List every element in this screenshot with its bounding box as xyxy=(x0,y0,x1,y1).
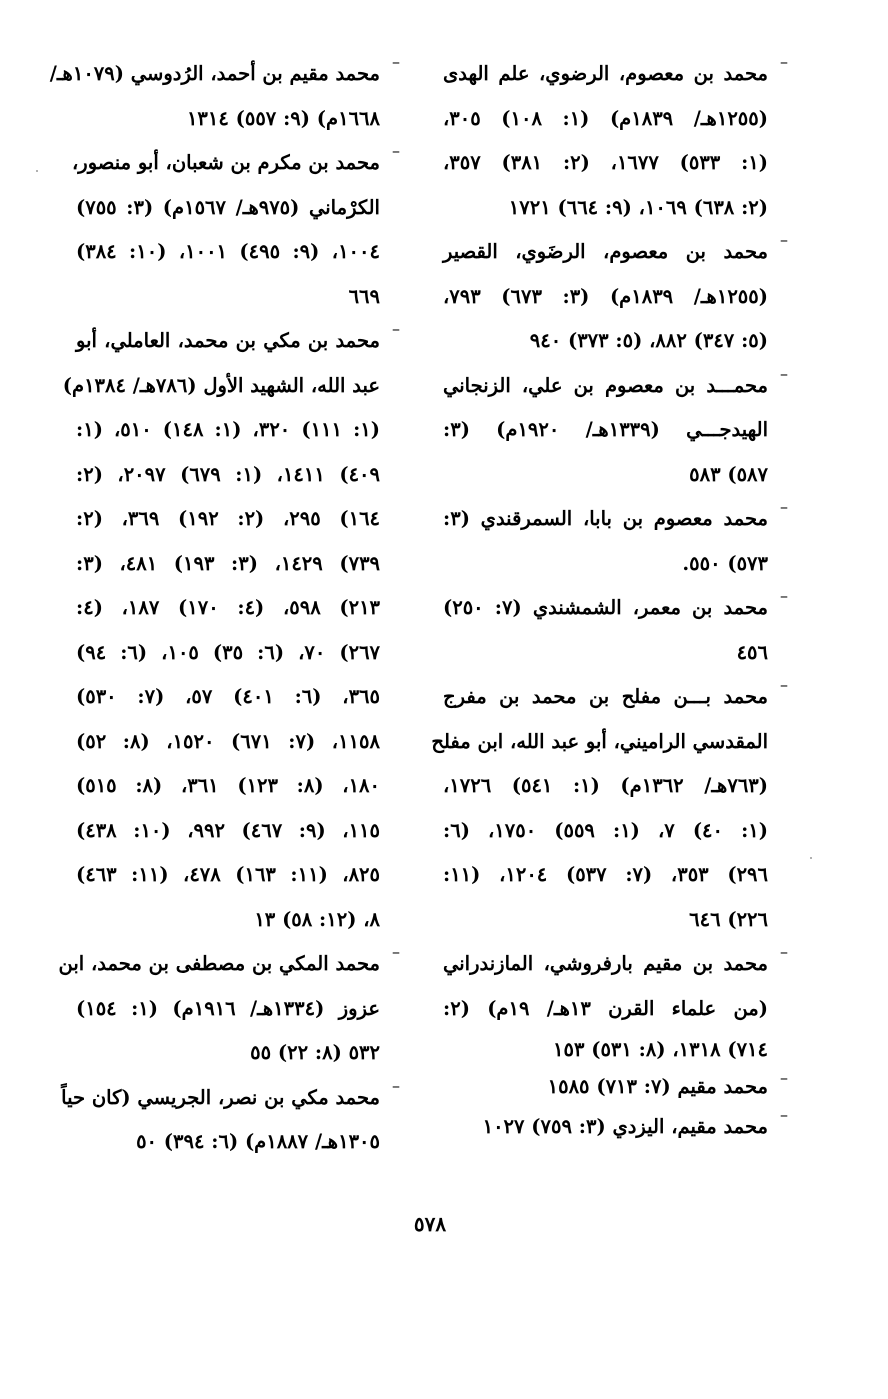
entry-line: (١: ١١١) ٣٢٠، (١: ١٤٨) ٥١٠، (١: xyxy=(76,418,381,441)
entry-line: ٢٢٦) ٦٤٦ xyxy=(689,907,768,931)
entry-dash: – xyxy=(780,497,788,516)
entry-line: عبد الله، الشهيد الأول (٧٨٦هـ/ ١٣٨٤م) xyxy=(62,373,380,397)
entry-line: محمد مقيم بن أحمد، الرُدوسي (١٠٧٩هـ/ xyxy=(49,62,380,85)
entry-dash: – xyxy=(780,1068,788,1087)
entry-line: المقدسي الراميني، أبو عبد الله، ابن مفلح xyxy=(431,729,768,753)
entry-line: ٤٠٩) ١٤١١، (١: ٦٧٩) ٢٠٩٧، (٢: xyxy=(76,462,380,486)
entry-line: محمد بن مكرم بن شعبان، أبو منصور، xyxy=(72,151,380,174)
entry-dash: – xyxy=(392,319,400,338)
scan-speck xyxy=(810,857,812,859)
index-entry xyxy=(58,942,400,1076)
entry-line: محمد بن مقيم بارفروشي، المازندراني xyxy=(443,952,768,975)
entry-line: (٧٦٣هـ/ ١٣٦٢م) (١: ٥٤١) ١٧٢٦، xyxy=(443,774,768,797)
entry-line: (١٢٥٥هـ/ ١٨٣٩م) (٣: ٦٧٣) ٧٩٣، xyxy=(443,284,768,308)
index-entry xyxy=(61,1075,400,1165)
entry-line: محمد بن مكي بن محمد، العاملي، أبو xyxy=(76,329,380,352)
entry-line: (من علماء القرن ١٣هـ/ ١٩م) (٢: xyxy=(443,996,768,1020)
entry-line: ١٦٦٨م) (٩: ٥٥٧) ١٣١٤ xyxy=(186,106,380,130)
index-entry xyxy=(443,1068,788,1105)
entry-line: (١٢٥٥هـ/ ١٨٣٩م) (١: ١٠٨) ٣٠٥، xyxy=(443,106,768,130)
entry-line: ١١٥، (٩: ٤٦٧) ٩٩٢، (١٠: ٤٣٨) xyxy=(76,818,380,842)
entry-line: محمد بن معصوم، الرضَوي، القصير xyxy=(443,240,768,263)
entry-dash: – xyxy=(392,942,400,961)
entry-dash: – xyxy=(780,230,788,249)
entry-line: محمد مقيم (٧: ٧١٣) ١٥٨٥ xyxy=(547,1075,768,1098)
entry-line: (٢: ٦٣٨) ١٠٦٩، (٩: ٦٦٤) ١٧٢١ xyxy=(508,195,768,219)
entry-line: ٣٦٥، (٦: ٤٠١) ٥٧، (٧: ٥٣٠) xyxy=(76,685,380,708)
entry-dash: – xyxy=(392,1075,400,1095)
index-entry xyxy=(443,586,788,675)
entry-line: محمـــد بن معصوم بن علي، الزنجاني xyxy=(443,373,768,397)
index-column-left xyxy=(49,52,400,1165)
index-entry xyxy=(443,942,788,1068)
entry-line: محمد معصوم بن بابا، السمرقندي (٣: xyxy=(443,507,768,530)
index-entry xyxy=(49,52,400,141)
entry-line: ٢٩٦) ٣٥٣، (٧: ٥٣٧) ١٢٠٤، (١١: xyxy=(443,863,768,886)
entry-line: ٢١٣) ٥٩٨، (٤: ١٧٠) ١٨٧، (٤: xyxy=(76,596,381,619)
index-column-right xyxy=(431,52,788,1150)
entry-line: ٨٢٥، (١١: ١٦٣) ٤٧٨، (١١: ٤٦٣) xyxy=(76,863,380,886)
index-entry xyxy=(62,319,400,942)
entry-line: محمد مقيم، اليزدي (٣: ٧٥٩) ١٠٢٧ xyxy=(482,1115,768,1138)
entry-dash: – xyxy=(780,1105,788,1124)
entry-line: محمد بن معمر، الشمشندي (٧: ٢٥٠) xyxy=(443,596,768,619)
index-entry xyxy=(72,141,400,319)
entry-dash: – xyxy=(780,363,788,383)
entry-line: ٥٨٧) ٥٨٣ xyxy=(689,462,768,486)
entry-line: (١: ٤٠) ٧، (١: ٥٥٩) ١٧٥٠، (٦: xyxy=(443,818,768,842)
entry-line: محمد المكي بن مصطفى بن محمد، ابن xyxy=(58,952,380,975)
entry-line: ٧٣٩) ١٤٢٩، (٣: ١٩٣) ٤٨١، (٣: xyxy=(76,551,381,575)
entry-line: الكرْماني (٩٧٥هـ/ ١٥٦٧م) (٣: ٧٥٥) xyxy=(76,195,380,219)
entry-line: ٥٣٢ (٨: ٢٢) ٥٥ xyxy=(250,1041,380,1064)
entry-dash: – xyxy=(780,586,788,605)
entry-dash: – xyxy=(392,52,400,71)
index-entry xyxy=(443,364,788,498)
page-number: ٥٧٨ xyxy=(413,1212,447,1236)
entry-line: محمد بـــن مفلح بن محمد بن مفرج xyxy=(443,685,768,708)
index-entry xyxy=(443,497,788,586)
entry-dash: – xyxy=(392,141,400,160)
entry-dash: – xyxy=(780,675,788,694)
entry-line: ٥٧٣) ٥٥٠. xyxy=(682,551,768,575)
entry-line: (١: ٥٣٣) ١٦٧٧، (٢: ٣٨١) ٣٥٧، xyxy=(443,151,768,174)
entry-line: محمد مكي بن نصر، الجريسي (كان حياً xyxy=(61,1085,380,1109)
entry-line: ١١٥٨، (٧: ٦٧١) ١٥٢٠، (٨: ٥٢) xyxy=(76,729,380,753)
entry-line: ٧١٤) ١٣١٨، (٨: ٥٣١) ١٥٣ xyxy=(553,1038,768,1061)
scan-speck xyxy=(36,170,38,172)
index-entry xyxy=(443,230,788,364)
entry-line: ١٦٤) ٢٩٥، (٢: ١٩٢) ٣٦٩، (٢: xyxy=(76,507,381,530)
entry-line: ٦٦٩ xyxy=(348,284,380,308)
entry-dash: – xyxy=(780,942,788,961)
entry-line: (٥: ٣٤٧) ٨٨٢، (٥: ٣٧٣) ٩٤٠ xyxy=(529,329,768,352)
entry-line: ١٠٠٤، (٩: ٤٩٥) ١٠٠١، (١٠: ٣٨٤) xyxy=(76,240,380,263)
entry-line: ٢٦٧) ٧٠، (٦: ٣٥) ١٠٥، (٦: ٩٤) xyxy=(76,640,381,664)
entry-line: عزوز (١٣٣٤هـ/ ١٩١٦م) (١: ١٥٤) xyxy=(76,996,380,1020)
entry-line: الهيدجـــي (١٣٣٩هـ/ ١٩٢٠م) (٣: xyxy=(443,418,768,441)
index-entry xyxy=(431,675,788,942)
entry-line: ١٣٠٥هـ/ ١٨٨٧م) (٦: ٣٩٤) ٥٠ xyxy=(136,1130,380,1153)
index-entry xyxy=(443,1105,788,1150)
index-entry xyxy=(443,52,788,230)
entry-line: محمد بن معصوم، الرضوي، علم الهدى xyxy=(443,62,768,85)
entry-line: ٨، (١٢: ٥٨) ١٣ xyxy=(254,907,380,931)
entry-dash: – xyxy=(780,52,788,71)
entry-line: ٤٥٦ xyxy=(736,640,768,664)
entry-line: ١٨٠، (٨: ١٢٣) ٣٦١، (٨: ٥١٥) xyxy=(76,774,380,797)
